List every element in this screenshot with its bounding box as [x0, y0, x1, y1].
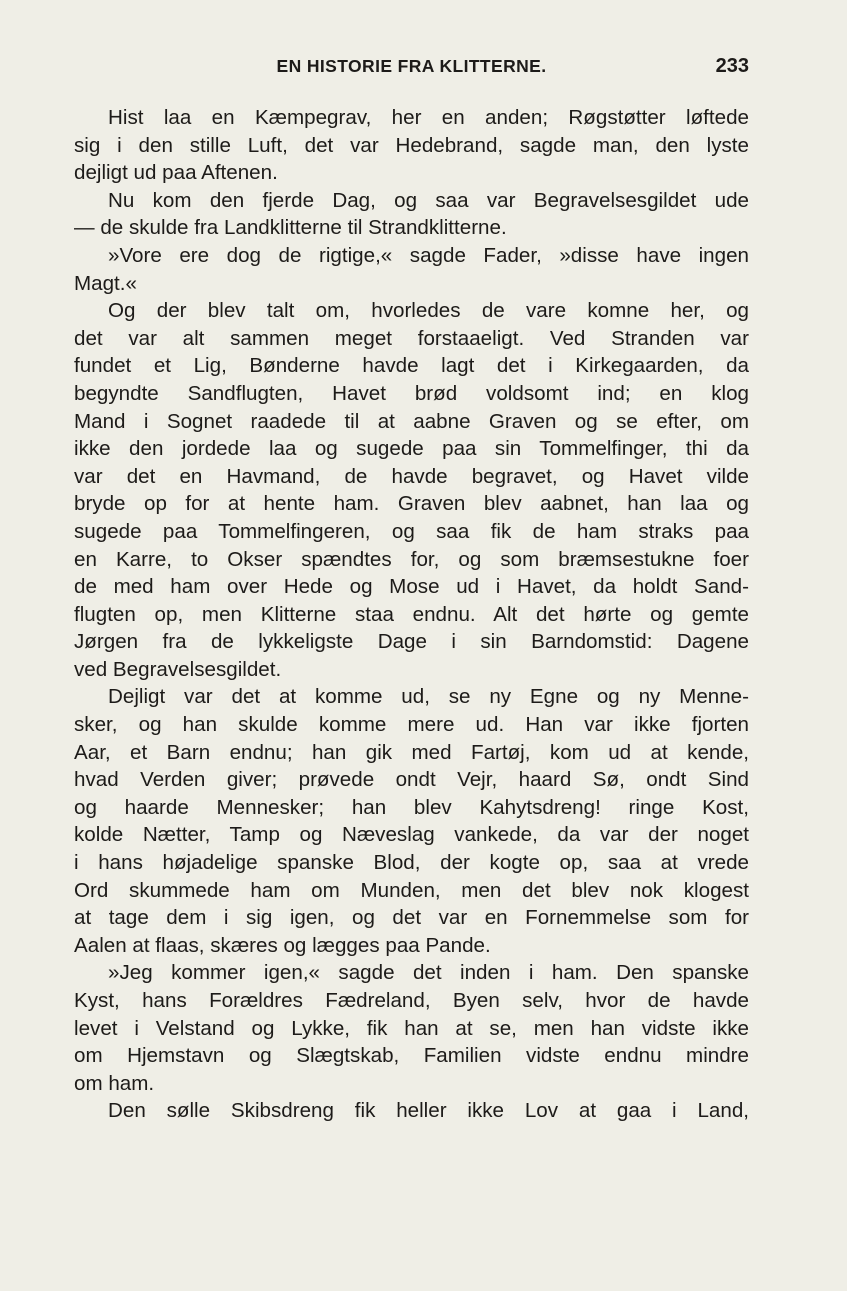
text-line: Den sølle Skibsdreng fik heller ikke Lov at gaa i Land,	[108, 1099, 749, 1123]
running-header	[74, 56, 749, 82]
text-line: begyndte Sandflugten, Havet brød voldsomt ind; en klog	[74, 381, 749, 405]
text-line: Nu kom den fjerde Dag, og saa var Begravelsesgildet ude	[108, 188, 749, 212]
text-line: det var alt sammen meget forstaaeligt. Ved Stranden var	[74, 326, 749, 350]
text-line: om ham.	[74, 1071, 155, 1095]
text-line: Og der blev talt om, hvorledes de vare komne her, og	[108, 299, 749, 323]
text-line: ved Begravelsesgildet.	[74, 657, 282, 681]
text-line: sker, og han skulde komme mere ud. Han var ikke fjorten	[74, 713, 749, 737]
text-line: — de skulde fra Landklitterne til Strandklitterne.	[74, 216, 507, 240]
text-line: »Jeg kommer igen,« sagde det inden i ham. Den spanske	[108, 961, 749, 985]
body-text	[74, 104, 749, 1125]
text-line: Aalen at flaas, skæres og lægges paa Pande.	[74, 933, 491, 957]
text-line: Mand i Sognet raadede til at aabne Graven og se efter, om	[74, 409, 749, 433]
text-line: Hist laa en Kæmpegrav, her en anden; Røgstøtter løftede	[108, 106, 749, 129]
text-line: og haarde Mennesker; han blev Kahytsdreng! ringe Kost,	[74, 795, 749, 819]
text-line: hvad Verden giver; prøvede ondt Vejr, haard Sø, ondt Sind	[74, 768, 749, 792]
text-line: sig i den stille Luft, det var Hedebrand, sagde man, den lyste	[74, 133, 749, 157]
page-number: 233	[715, 55, 749, 77]
text-line: Kyst, hans Forældres Fædreland, Byen selv, hvor de havde	[74, 989, 749, 1012]
text-line: bryde op for at hente ham. Graven blev aabnet, han laa og	[74, 492, 749, 516]
text-line: Dejligt var det at komme ud, se ny Egne og ny Menne-	[108, 685, 749, 709]
text-line: »Vore ere dog de rigtige,« sagde Fader, »disse have ingen	[108, 243, 749, 267]
text-line: om Hjemstavn og Slægtskab, Familien vidste endnu mindre	[74, 1044, 749, 1068]
text-line: Jørgen fra de lykkeligste Dage i sin Barndomstid: Dagene	[74, 630, 749, 654]
text-line: en Karre, to Okser spændtes for, og som bræmsestukne foer	[74, 547, 749, 571]
text-line: levet i Velstand og Lykke, fik han at se, men han vidste ikke	[74, 1016, 749, 1040]
text-line: fundet et Lig, Bønderne havde lagt det i Kirkegaarden, da	[74, 354, 749, 378]
text-line: at tage dem i sig igen, og det var en Fornemmelse som for	[74, 906, 749, 930]
text-line: sugede paa Tommelfingeren, og saa fik de ham straks paa	[74, 519, 749, 543]
text-line: Aar, et Barn endnu; han gik med Fartøj, kom ud at kende,	[74, 740, 749, 764]
text-line: de med ham over Hede og Mose ud i Havet, da holdt Sand-	[74, 575, 749, 599]
text-line: dejligt ud paa Aftenen.	[74, 161, 278, 185]
text-line: kolde Nætter, Tamp og Næveslag vankede, da var der noget	[74, 823, 749, 847]
text-line: Ord skummede ham om Munden, men det blev nok klogest	[74, 878, 749, 902]
text-line: flugten op, men Klitterne staa endnu. Alt det hørte og gemte	[74, 602, 749, 626]
running-title: EN HISTORIE FRA KLITTERNE.	[276, 56, 547, 76]
text-line: var det en Havmand, de havde begravet, og Havet vilde	[74, 464, 749, 488]
text-line: Magt.«	[74, 271, 137, 295]
text-line: i hans højadelige spanske Blod, der kogte op, saa at vrede	[74, 851, 749, 875]
text-line: ikke den jordede laa og sugede paa sin Tommelfinger, thi da	[74, 437, 749, 461]
